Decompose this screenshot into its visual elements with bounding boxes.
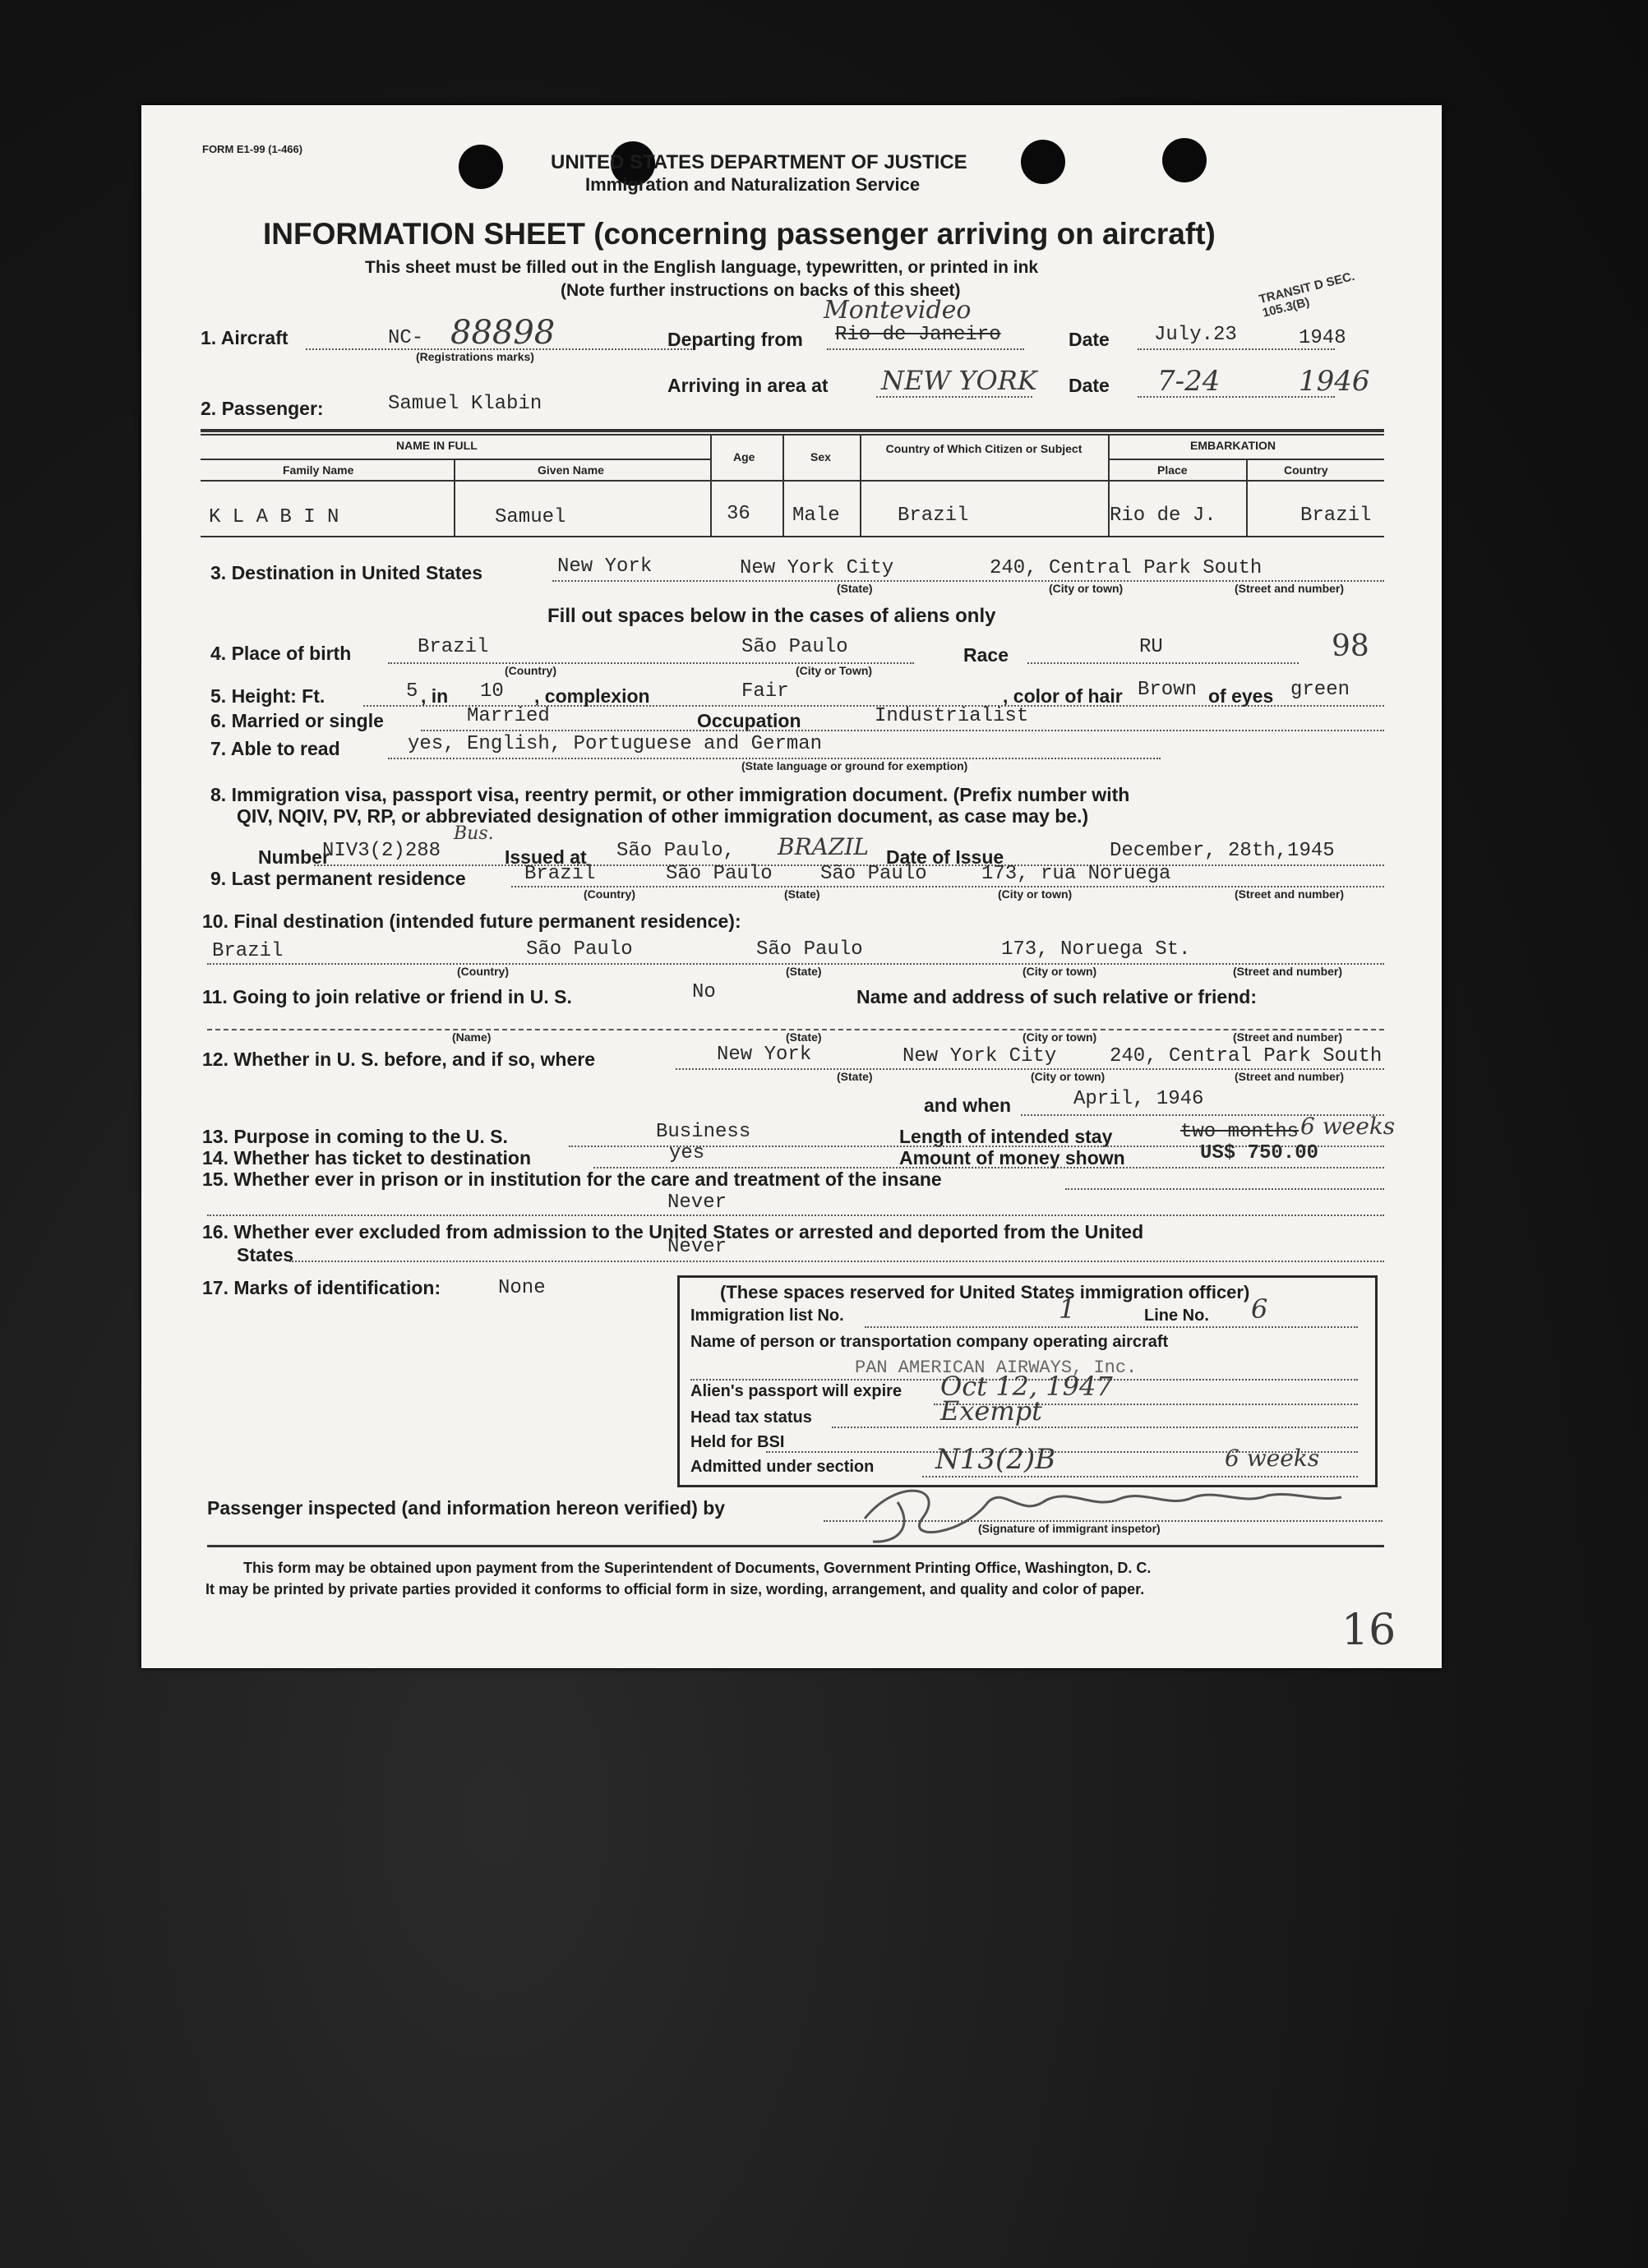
married-value: Married bbox=[467, 705, 550, 727]
purpose-value: Business bbox=[656, 1121, 751, 1143]
head-tax-value: Exempt bbox=[940, 1395, 1043, 1427]
occupation-label: Occupation bbox=[697, 710, 801, 731]
information-sheet bbox=[141, 105, 1442, 1668]
inspected-label: Passenger inspected (and information hereon verified) by bbox=[207, 1497, 726, 1519]
departure-year: 1948 bbox=[1299, 327, 1346, 349]
city-town-sub: (City or Town) bbox=[796, 664, 873, 677]
country-sub: (Country) bbox=[584, 887, 635, 901]
service-heading: Immigration and Naturalization Service bbox=[585, 174, 921, 195]
passenger-label: 2. Passenger: bbox=[201, 398, 324, 419]
final-country: Brazil bbox=[212, 940, 284, 962]
marks-value: None bbox=[498, 1277, 546, 1299]
language-sub: (State language or ground for exemption) bbox=[741, 759, 968, 772]
street-sub: (Street and number) bbox=[1233, 965, 1343, 978]
city-sub: (City or town) bbox=[1031, 1070, 1106, 1083]
city-sub: (City or town) bbox=[1022, 965, 1097, 978]
age-header: Age bbox=[733, 450, 755, 463]
before-when: April, 1946 bbox=[1073, 1088, 1204, 1110]
stay-handwritten: 6 weeks bbox=[1300, 1113, 1396, 1140]
arriving-label: Arriving in area at bbox=[667, 375, 829, 396]
destination-state: New York bbox=[557, 555, 653, 578]
registration-sub: (Registrations marks) bbox=[416, 350, 534, 363]
purpose-label: 13. Purpose in coming to the U. S. bbox=[202, 1126, 508, 1147]
punch-hole bbox=[1162, 138, 1207, 182]
final-street: 173, Noruega St. bbox=[1001, 938, 1191, 961]
head-tax-label: Head tax status bbox=[690, 1408, 812, 1427]
and-when-label: and when bbox=[924, 1095, 1012, 1116]
city-sub: (City or town) bbox=[998, 887, 1073, 901]
final-city: São Paulo bbox=[756, 938, 863, 961]
immigration-list-label: Immigration list No. bbox=[690, 1307, 844, 1325]
read-value: yes, English, Portuguese and German bbox=[408, 733, 823, 755]
departure-date: July.23 bbox=[1154, 324, 1237, 346]
issued-at-label: Issued at bbox=[505, 846, 587, 868]
arrival-year: 1946 bbox=[1299, 365, 1370, 398]
ticket-value: yes bbox=[669, 1142, 705, 1164]
passport-expire-value: Oct 12, 1947 bbox=[940, 1371, 1113, 1402]
margin-number: 98 bbox=[1332, 629, 1369, 663]
height-inches: 10 bbox=[480, 680, 504, 703]
visa-number: NIV3(2)288 bbox=[322, 840, 441, 862]
birth-label: 4. Place of birth bbox=[210, 643, 352, 664]
country-header: Country bbox=[1284, 463, 1328, 477]
money-value: US$ 750.00 bbox=[1200, 1142, 1319, 1164]
citizen-header: Country of Which Citizen or Subject bbox=[885, 442, 1083, 455]
aliens-note: Fill out spaces below in the cases of aliens only bbox=[547, 605, 996, 627]
passport-expire-label: Alien's passport will expire bbox=[690, 1382, 902, 1400]
issued-at-handwritten: BRAZIL bbox=[778, 833, 869, 860]
before-state: New York bbox=[717, 1044, 812, 1066]
passenger-name: Samuel Klabin bbox=[388, 393, 542, 415]
inches-label: , in bbox=[421, 685, 449, 707]
punch-hole bbox=[459, 145, 503, 189]
sex-header: Sex bbox=[810, 450, 831, 463]
final-state: São Paulo bbox=[526, 938, 633, 961]
excluded-label-cont: States bbox=[237, 1244, 294, 1265]
officer-box-title: (These spaces reserved for United States immigration officer) bbox=[720, 1282, 1250, 1302]
age-value: 36 bbox=[727, 503, 750, 525]
given-name-header: Given Name bbox=[538, 463, 604, 477]
destination-label: 3. Destination in United States bbox=[210, 562, 482, 583]
date-of-issue-label: Date of Issue bbox=[886, 846, 1004, 868]
citizen-value: Brazil bbox=[898, 505, 969, 527]
visa-label-cont: QIV, NQIV, PV, RP, or abbreviated designation of other immigration document, as case may be.) bbox=[237, 805, 1089, 827]
immigration-list-value: 1 bbox=[1059, 1293, 1076, 1325]
state-sub: (State) bbox=[837, 582, 873, 595]
name-address-label: Name and address of such relative or friend: bbox=[856, 986, 1257, 1007]
name-sub: (Name) bbox=[452, 1030, 492, 1044]
instruction-line: This sheet must be filled out in the English language, typewritten, or printed in ink bbox=[365, 258, 1039, 277]
residence-street: 173, rua Noruega bbox=[981, 863, 1171, 885]
length-label: Length of intended stay bbox=[899, 1126, 1113, 1147]
race-value: RU bbox=[1139, 636, 1163, 658]
place-header: Place bbox=[1157, 463, 1188, 477]
state-sub: (State) bbox=[786, 1030, 822, 1044]
visa-number-note: Bus. bbox=[454, 823, 494, 844]
instruction-note: (Note further instructions on backs of this sheet) bbox=[561, 281, 961, 300]
departing-handwritten: Montevideo bbox=[824, 296, 972, 325]
country-sub: (Country) bbox=[505, 664, 556, 677]
issued-at-value: São Paulo, bbox=[616, 840, 736, 862]
embarkation-country-value: Brazil bbox=[1300, 505, 1372, 527]
height-feet: 5 bbox=[406, 680, 418, 703]
join-label: 11. Going to join relative or friend in U. S. bbox=[202, 986, 572, 1007]
arrival-place: NEW YORK bbox=[881, 365, 1037, 396]
excluded-label: 16. Whether ever excluded from admission to the United States or arrested and deported from the United bbox=[202, 1221, 1144, 1242]
state-sub: (State) bbox=[837, 1070, 873, 1083]
embarkation-place-value: Rio de J. bbox=[1110, 505, 1216, 527]
held-bsi-label: Held for BSI bbox=[690, 1433, 785, 1451]
admitted-value: N13(2)B bbox=[935, 1443, 1056, 1476]
operator-value: PAN AMERICAN AIRWAYS, Inc. bbox=[855, 1358, 1138, 1378]
eyes-label: of eyes bbox=[1208, 685, 1274, 707]
city-sub: (City or town) bbox=[1049, 582, 1124, 595]
country-sub: (Country) bbox=[457, 965, 509, 978]
admitted-label: Admitted under section bbox=[690, 1458, 875, 1476]
date-label: Date bbox=[1069, 329, 1110, 350]
eyes-value: green bbox=[1290, 679, 1350, 701]
name-in-full-header: NAME IN FULL bbox=[396, 439, 478, 452]
aircraft-prefix: NC- bbox=[388, 327, 424, 349]
occupation-value: Industrialist bbox=[875, 705, 1029, 727]
department-heading: UNITED STATES DEPARTMENT OF JUSTICE bbox=[551, 151, 967, 173]
issue-date-value: December, 28th,1945 bbox=[1110, 840, 1335, 862]
arrival-date: 7-24 bbox=[1157, 365, 1221, 398]
street-sub: (Street and number) bbox=[1235, 582, 1345, 595]
arrival-date-label: Date bbox=[1069, 375, 1110, 396]
transit-stamp: TRANSIT D SEC. 105.3(B) bbox=[1258, 269, 1356, 320]
residence-state: São Paulo bbox=[666, 863, 773, 885]
residence-city: São Paulo bbox=[820, 863, 927, 885]
footer-line-1: This form may be obtained upon payment from the Superintendent of Documents, Government Printing Office, Washington, D. C. bbox=[243, 1560, 1152, 1576]
form-number: FORM E1-99 (1-466) bbox=[202, 143, 303, 155]
street-sub: (Street and number) bbox=[1235, 1070, 1345, 1083]
admitted-weeks: 6 weeks bbox=[1225, 1445, 1320, 1472]
street-sub: (Street and number) bbox=[1233, 1030, 1343, 1044]
hair-label: , color of hair bbox=[1003, 685, 1123, 707]
destination-street: 240, Central Park South bbox=[990, 557, 1263, 579]
residence-label: 9. Last permanent residence bbox=[210, 868, 466, 889]
departing-label: Departing from bbox=[667, 329, 803, 350]
hair-value: Brown bbox=[1138, 679, 1198, 701]
race-label: Race bbox=[963, 644, 1009, 666]
read-label: 7. Able to read bbox=[210, 738, 340, 759]
page-number: 16 bbox=[1341, 1606, 1396, 1655]
birth-country: Brazil bbox=[418, 636, 489, 658]
birth-city: São Paulo bbox=[741, 636, 848, 658]
operator-label: Name of person or transportation company operating aircraft bbox=[690, 1333, 1169, 1351]
stay-struck: two months bbox=[1180, 1121, 1299, 1143]
city-sub: (City or town) bbox=[1022, 1030, 1097, 1044]
final-destination-label: 10. Final destination (intended future permanent residence): bbox=[202, 910, 741, 932]
number-label: Number bbox=[258, 846, 330, 868]
complexion-label: , complexion bbox=[534, 685, 650, 707]
money-label: Amount of money shown bbox=[899, 1147, 1125, 1169]
before-label: 12. Whether in U. S. before, and if so, where bbox=[202, 1049, 595, 1070]
street-sub: (Street and number) bbox=[1235, 887, 1345, 901]
excluded-value: Never bbox=[667, 1236, 727, 1258]
family-name-value: K L A B I N bbox=[209, 506, 339, 528]
height-label: 5. Height: Ft. bbox=[210, 685, 325, 707]
join-value: No bbox=[692, 981, 716, 1003]
complexion-value: Fair bbox=[741, 680, 789, 703]
sex-value: Male bbox=[792, 505, 840, 527]
ticket-label: 14. Whether has ticket to destination bbox=[202, 1147, 532, 1169]
line-no-label: Line No. bbox=[1144, 1307, 1209, 1325]
page-title: INFORMATION SHEET (concerning passenger arriving on aircraft) bbox=[263, 217, 1216, 251]
state-sub: (State) bbox=[784, 887, 820, 901]
state-sub: (State) bbox=[786, 965, 822, 978]
given-name-value: Samuel bbox=[495, 506, 566, 528]
family-name-header: Family Name bbox=[283, 463, 354, 477]
signature-sub: (Signature of immigrant inspetor) bbox=[978, 1522, 1161, 1535]
before-street: 240, Central Park South bbox=[1110, 1045, 1383, 1067]
departing-typed: Rio de Janeiro bbox=[835, 324, 1001, 346]
prison-value: Never bbox=[667, 1192, 727, 1214]
punch-hole bbox=[1021, 140, 1065, 184]
aircraft-label: 1. Aircraft bbox=[201, 327, 289, 348]
marks-label: 17. Marks of identification: bbox=[202, 1277, 441, 1298]
visa-label: 8. Immigration visa, passport visa, reentry permit, or other immigration document. (Prefix number with bbox=[210, 784, 1130, 805]
footer-line-2: It may be printed by private parties provided it conforms to official form in size, wording, arrangement, and quality and color of paper. bbox=[205, 1581, 1145, 1597]
married-label: 6. Married or single bbox=[210, 710, 384, 731]
residence-country: Brazil bbox=[524, 863, 596, 885]
destination-city: New York City bbox=[740, 557, 894, 579]
before-city: New York City bbox=[902, 1045, 1057, 1067]
embarkation-header: EMBARKATION bbox=[1190, 439, 1276, 452]
prison-label: 15. Whether ever in prison or in institution for the care and treatment of the insane bbox=[202, 1169, 942, 1190]
aircraft-number: 88898 bbox=[450, 314, 556, 352]
line-no-value: 6 bbox=[1251, 1293, 1268, 1325]
